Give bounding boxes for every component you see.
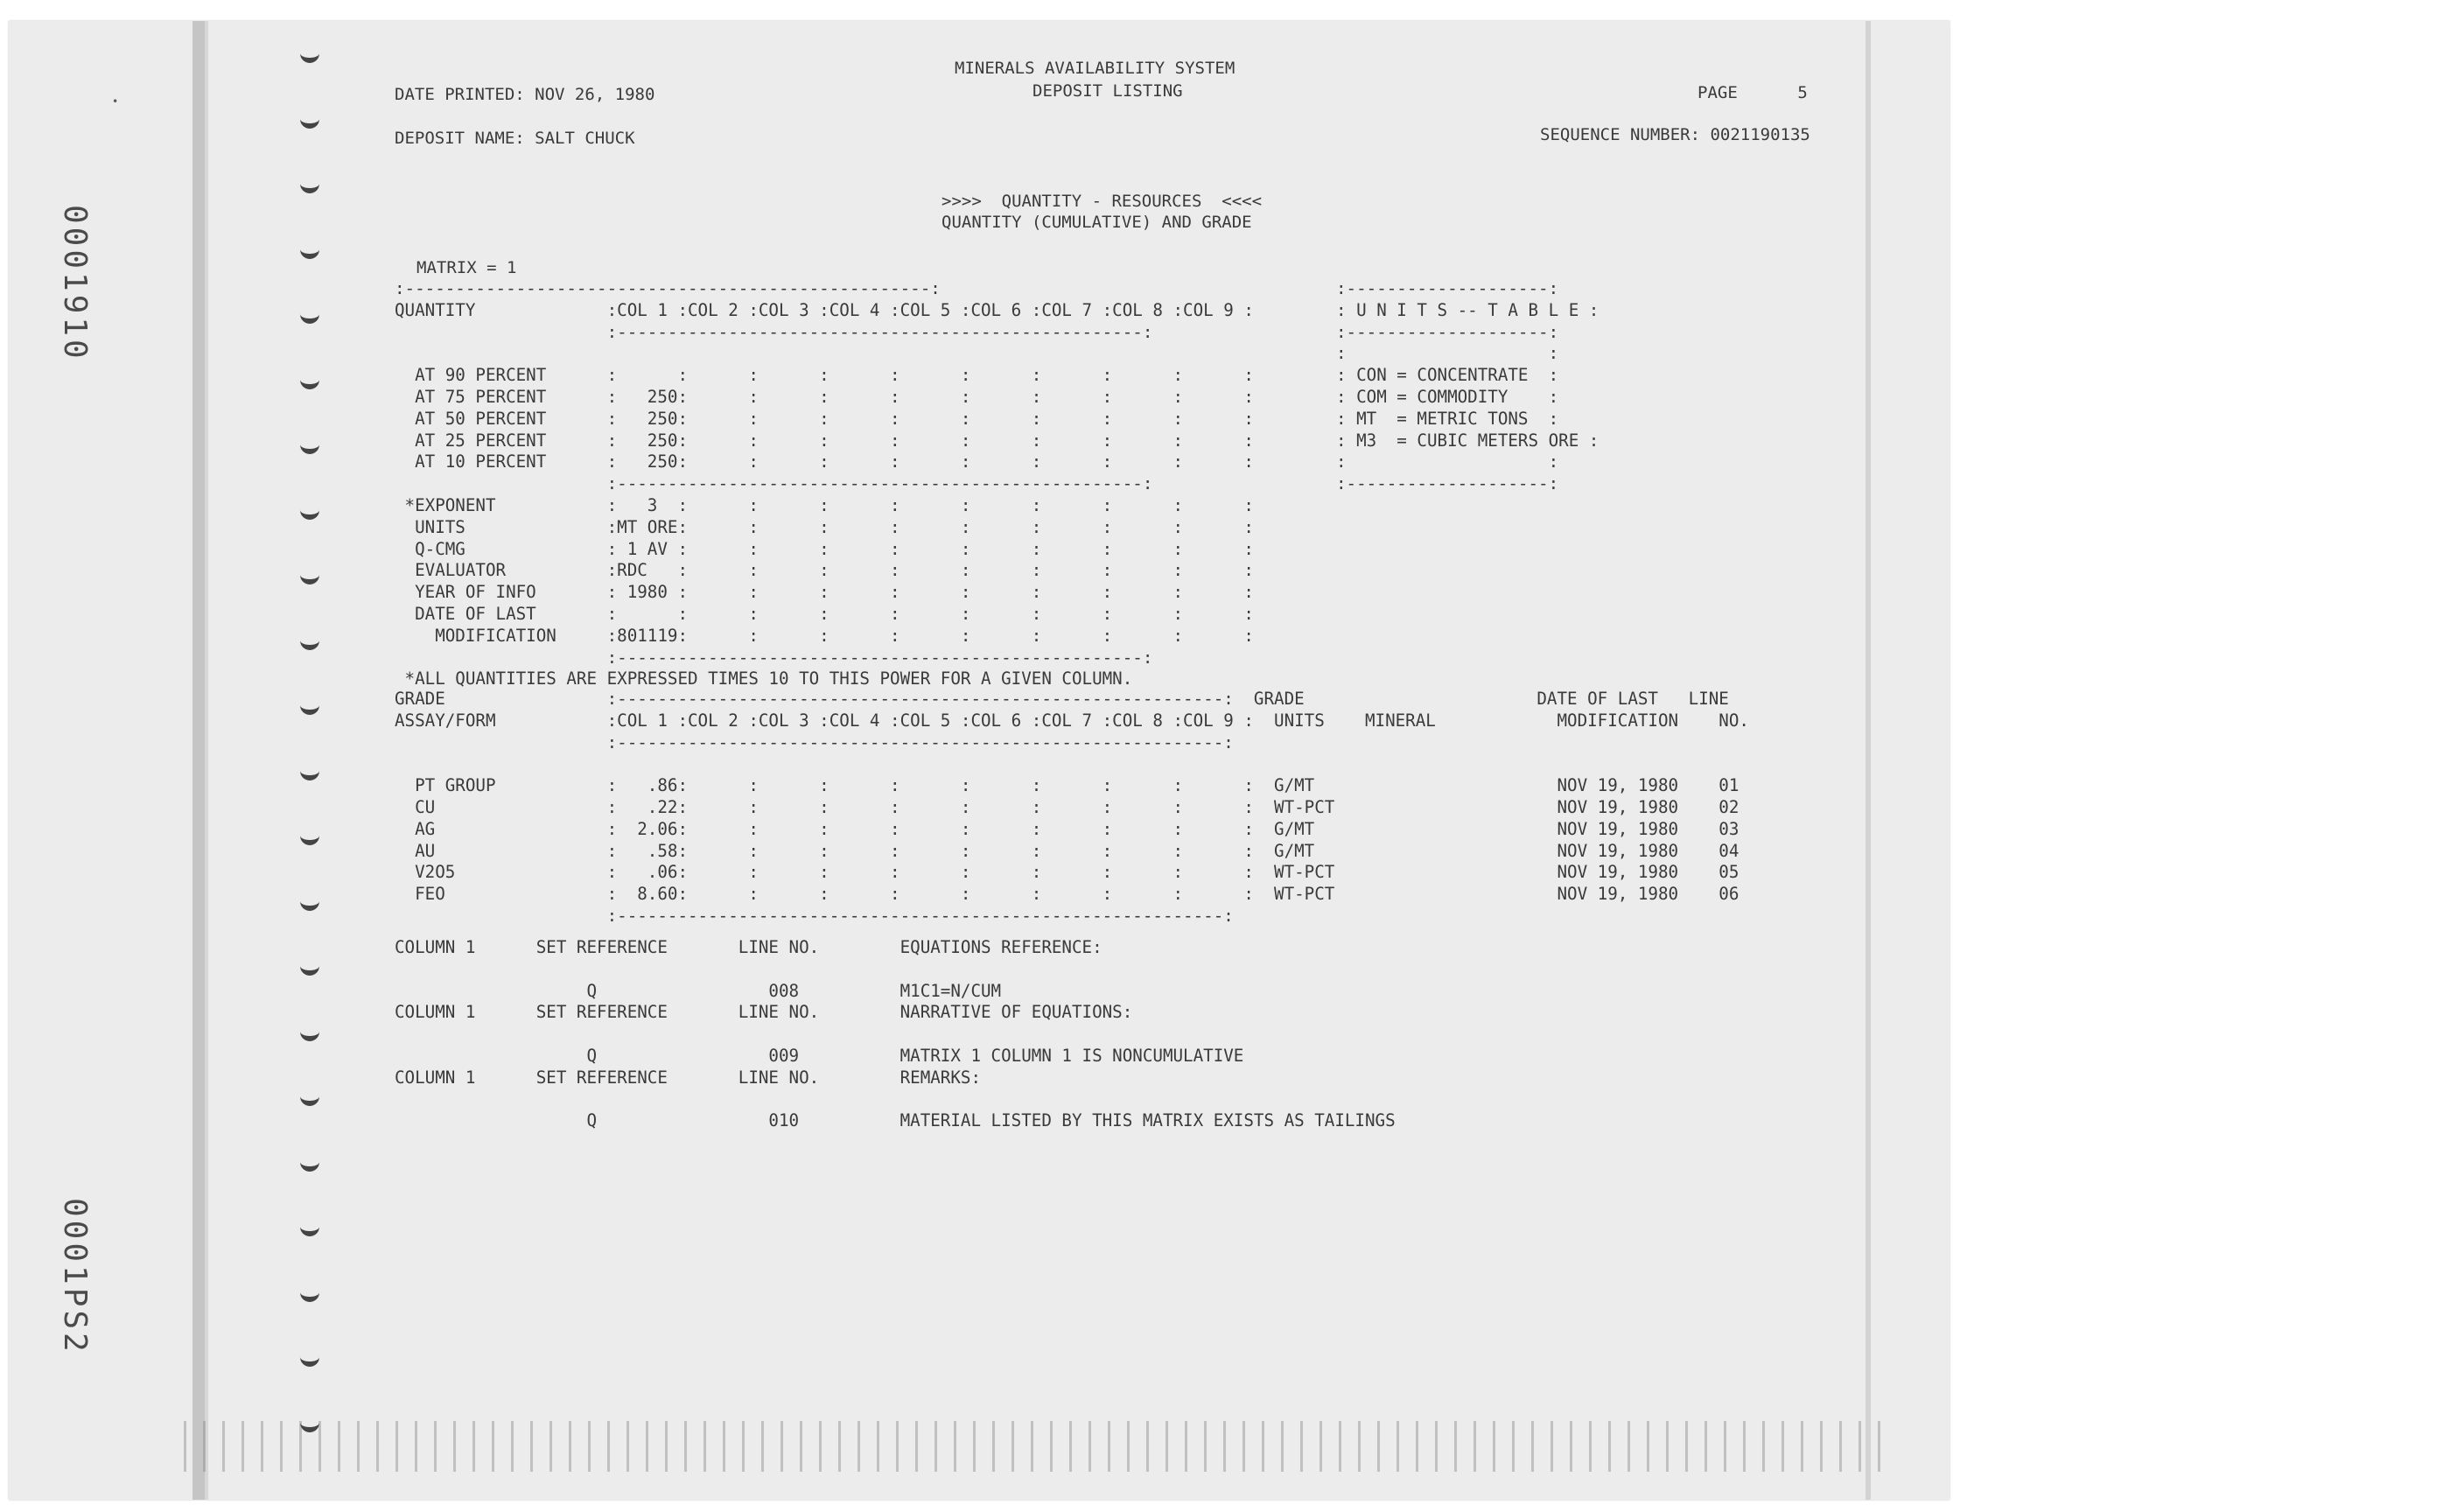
feed-hole: [300, 1026, 319, 1041]
feed-hole: [300, 308, 319, 324]
feed-hole: [300, 47, 319, 63]
feed-hole: [300, 830, 319, 845]
scan-shadow-band: [205, 21, 208, 1500]
section-subtitle: QUANTITY (CUMULATIVE) AND GRADE: [942, 213, 1252, 232]
units-table: :--------------------: : U N I T S -- T A B L E : :--------------------: : : : CON = CONCENTRATE : : COM = COMMODITY : : MT = METRIC TONS : : M3 = CUBIC METERS ORE : : : :--------------------:: [1336, 278, 1600, 494]
scan-dot: •: [112, 95, 119, 108]
feed-hole: [300, 1090, 319, 1106]
feed-hole: [300, 569, 319, 584]
margin-stamp-bottom: 0001PS2: [57, 1198, 93, 1355]
listing-title: DEPOSIT LISTING: [1032, 81, 1183, 101]
feed-hole: [300, 1351, 319, 1367]
feed-hole: [300, 1221, 319, 1236]
feed-hole: [300, 178, 319, 193]
deposit-name: DEPOSIT NAME: SALT CHUCK: [395, 129, 635, 148]
date-printed: DATE PRINTED: NOV 26, 1980: [395, 85, 655, 104]
feed-hole: [300, 634, 319, 650]
sequence-number: SEQUENCE NUMBER: 0021190135: [1540, 125, 1810, 144]
feed-hole: [300, 374, 319, 389]
feed-hole: [300, 504, 319, 520]
matrix-label: MATRIX = 1: [416, 258, 517, 277]
tractor-feed-strip: [184, 1421, 1897, 1472]
feed-hole: [300, 1417, 319, 1432]
feed-hole: [300, 895, 319, 911]
feed-hole: [300, 113, 319, 129]
scan-shadow-band: [1866, 21, 1871, 1500]
grade-table: GRADE :------------------------------------------------------------: GRADE DATE OF LAST LINE ASSAY/FORM :COL 1 :COL 2 :COL 3 :COL 4 :COL 5 :COL 6 :COL 7 :COL 8 :COL 9 : UNITS MINERAL MODIFICATION NO. :------------------------------------------------------------: PT GROUP : .86: : : : : : : : : G/MT NOV 19, 1980 01 CU : .22: : : : : : : : : WT-PCT NOV 19, 1980 02 AG : 2.06: : : : : : : : : G/MT NOV 19, 1980 03 AU : .58: : : : : : : : : G/MT NOV 19, 1980 04 V2O5 : .06: : : : : : : : : WT-PCT NOV 19, 1980 05 FEO : 8.60: : : : : : : : : WT-PCT NOV 19, 1980 06 :------------------------------------------------------------:: [395, 689, 1749, 926]
page-number: PAGE 5: [1698, 83, 1808, 102]
scanned-printout-page: [9, 21, 1950, 1500]
references-block: COLUMN 1 SET REFERENCE LINE NO. EQUATIONS REFERENCE: Q 008 M1C1=N/CUM COLUMN 1 SET REFERENCE LINE NO. NARRATIVE OF EQUATIONS: Q 009 MATRIX 1 COLUMN 1 IS NONCUMULATIVE COLUMN 1 SET REFERENCE LINE NO. REMARKS: Q 010 MATERIAL LISTED BY THIS MATRIX EXISTS AS TAILINGS: [395, 937, 1396, 1131]
feed-hole: [300, 960, 319, 976]
scan-shadow-band: [192, 21, 205, 1500]
feed-hole: [300, 438, 319, 454]
section-title: >>>> QUANTITY - RESOURCES <<<<: [942, 192, 1263, 211]
feed-hole: [300, 243, 319, 259]
margin-stamp-top: 0001910: [57, 205, 93, 362]
quantity-table: :----------------------------------------------------: QUANTITY :COL 1 :COL 2 :COL 3 :COL 4 :COL 5 :COL 6 :COL 7 :COL 8 :COL 9 : :----------------------------------------------------: AT 90 PERCENT : : : : : : : : : : AT 75 PERCENT : 250: : : : : : : : : AT 50 PERCENT : 250: : : : : : : : : AT 25 PERCENT : 250: : : : : : : : : AT 10 PERCENT : 250: : : : : : : : : :----------------------------------------------------: *EXPONENT : 3 : : : : : : : : : UNITS :MT ORE: : : : : : : : : Q-CMG : 1 AV : : : : : : : : : EVALUATOR :RDC : : : : : : : : : YEAR OF INFO : 1980 : : : : : : : : : DATE OF LAST : : : : : : : : : : MODIFICATION :801119: : : : : : : : : :----------------------------------------------------: *ALL QUANTITIES ARE EXPRESSED TIMES 10 TO THIS POWER FOR A GIVEN COLUMN.: [395, 278, 1254, 690]
feed-hole: [300, 1156, 319, 1172]
feed-hole: [300, 765, 319, 780]
system-title: MINERALS AVAILABILITY SYSTEM: [955, 59, 1236, 78]
feed-hole: [300, 1286, 319, 1302]
feed-hole: [300, 699, 319, 715]
